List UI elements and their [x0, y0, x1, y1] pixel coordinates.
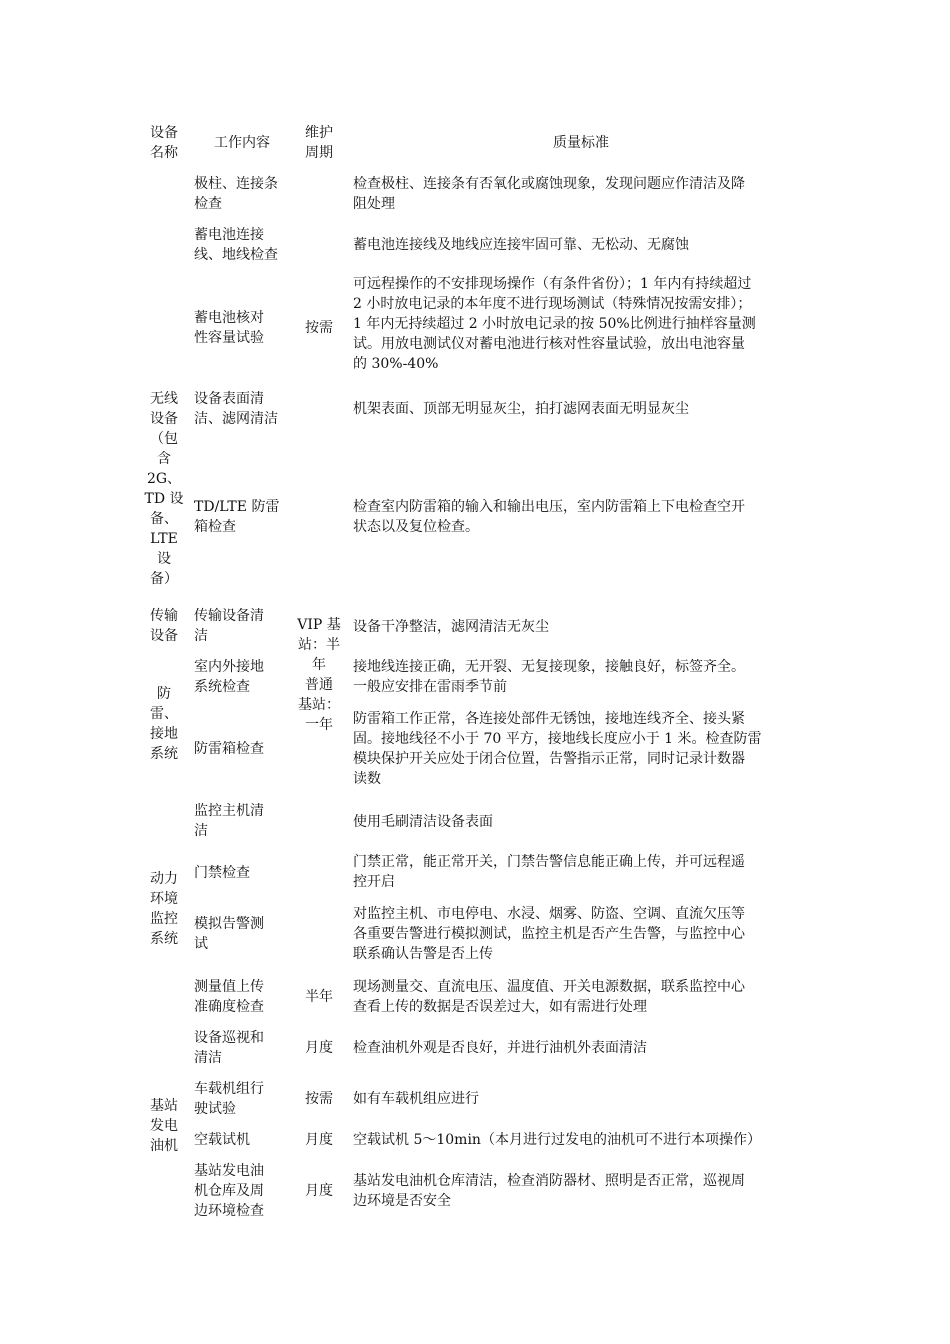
standard-line: 模块保护开关应处于闭合位置，告警指示正常，同时记录计数器: [353, 751, 745, 767]
standard-text: [353, 399, 809, 419]
work-item: [194, 657, 290, 697]
header-device: [142, 123, 186, 163]
device-line: 动力: [150, 871, 178, 887]
cycle-half-year: 半年: [305, 989, 333, 1005]
work-line: 设备巡视和: [194, 1030, 264, 1046]
standard-line: 的 30%-40%: [353, 356, 439, 372]
device-line: 2G、: [146, 471, 182, 487]
work-line: 测量值上传: [194, 979, 264, 995]
work-item: [194, 225, 290, 265]
standard-line: 固。接地线径不小于 70 平方，接地线长度应小于 1 米。检查防雷: [353, 731, 762, 747]
standard-line: 读数: [353, 771, 381, 787]
device-line: 设: [157, 551, 171, 567]
device-line: 接地: [150, 726, 178, 742]
work-line: 监控主机清: [194, 803, 264, 819]
work-line: 洁: [194, 628, 208, 644]
work-line: 室内外接地: [194, 659, 264, 675]
work-item: [194, 389, 290, 429]
device-line: 环境: [150, 891, 178, 907]
header-cycle: [294, 123, 344, 163]
work-line: 极柱、连接条: [194, 176, 278, 192]
standard-line: 联系确认告警是否上传: [353, 946, 493, 962]
cycle-line: 一年: [305, 717, 333, 733]
cycle-line: 年: [312, 657, 326, 673]
work-line: 门禁检查: [194, 865, 250, 881]
work-line: 洁、滤网清洁: [194, 411, 278, 427]
device-line: 监控: [150, 911, 178, 927]
work-line: 驶试验: [194, 1101, 236, 1117]
standard-line: 机架表面、顶部无明显灰尘，拍打滤网表面无明显灰尘: [353, 401, 689, 417]
work-line: 试: [194, 936, 208, 952]
cycle-monthly: 月度: [305, 1132, 333, 1148]
standard-line: 如有车载机组应进行: [353, 1091, 479, 1107]
header-standard: 质量标准: [553, 135, 609, 151]
standard-text: [353, 174, 809, 214]
standard-line: 设备干净整洁，滤网清洁无灰尘: [353, 619, 549, 635]
work-item: [194, 1161, 290, 1221]
work-line: 箱检查: [194, 519, 236, 535]
standard-line: 防雷箱工作正常，各连接处部件无锈蚀，接地连线齐全、接头紧: [353, 711, 745, 727]
standard-line: 边环境是否安全: [353, 1193, 451, 1209]
standard-line: 门禁正常，能正常开关，门禁告警信息能正确上传，并可远程遥: [353, 854, 745, 870]
work-line: 性容量试验: [194, 330, 264, 346]
standard-text: [353, 617, 809, 637]
work-line: 基站发电油: [194, 1163, 264, 1179]
standard-line: 阻处理: [353, 196, 395, 212]
cycle-vip: [294, 615, 344, 735]
standard-text: [353, 977, 809, 1017]
standard-line: 各重要告警进行模拟测试，监控主机是否产生告警，与监控中心: [353, 926, 745, 942]
standard-line: 控开启: [353, 874, 395, 890]
work-line: 车载机组行: [194, 1081, 264, 1097]
work-line: 线、地线检查: [194, 247, 278, 263]
standard-text: [353, 1038, 809, 1058]
work-line: 准确度检查: [194, 999, 264, 1015]
device-line: 含: [157, 451, 171, 467]
work-line: 模拟告警测: [194, 916, 264, 932]
cycle-monthly: 月度: [305, 1183, 333, 1199]
header-work: 工作内容: [214, 135, 270, 151]
standard-line: 状态以及复位检查。: [353, 519, 479, 535]
standard-line: 对监控主机、市电停电、水浸、烟雾、防盗、空调、直流欠压等: [353, 906, 745, 922]
header-cycle-line: 周期: [305, 145, 333, 161]
standard-text: [353, 812, 809, 832]
header-cycle-line: 维护: [305, 125, 333, 141]
standard-line: 检查室内防雷箱的输入和输出电压，室内防雷箱上下电检查空开: [353, 499, 745, 515]
work-line: 洁: [194, 823, 208, 839]
cycle-as-needed: 按需: [305, 320, 333, 336]
cycle-line: 普通: [305, 677, 333, 693]
standard-text: [353, 1089, 809, 1109]
device-line: TD 设: [144, 491, 184, 507]
device-line: 设备: [150, 411, 178, 427]
device-line: 设备: [150, 628, 178, 644]
cycle-line: 站：半: [298, 637, 340, 653]
work-item: [194, 801, 290, 841]
work-item: [194, 308, 290, 348]
device-wireless: [142, 389, 186, 589]
standard-line: 一般应安排在雷雨季节前: [353, 679, 507, 695]
device-line: 备、: [150, 511, 178, 527]
standard-text: [353, 852, 809, 892]
standard-line: 空载试机 5～10min（本月进行过发电的油机可不进行本项操作）: [353, 1132, 761, 1148]
cycle-as-needed: 按需: [305, 1091, 333, 1107]
standard-line: 可远程操作的不安排现场操作（有条件省份）；1 年内有持续超过: [353, 276, 752, 292]
standard-line: 试。用放电测试仪对蓄电池进行核对性容量试验，放出电池容量: [353, 336, 745, 352]
standard-line: 蓄电池连接线及地线应连接牢固可靠、无松动、无腐蚀: [353, 237, 689, 253]
standard-line: 检查油机外观是否良好，并进行油机外表面清洁: [353, 1040, 647, 1056]
standard-text: [353, 274, 809, 374]
device-line: LTE: [150, 531, 178, 547]
device-lightning: [142, 684, 186, 764]
standard-line: 现场测量交、直流电压、温度值、开关电源数据，联系监控中心: [353, 979, 745, 995]
work-item: [194, 497, 290, 537]
device-line: 系统: [150, 746, 178, 762]
standard-line: 1 年内无持续超过 2 小时放电记录的按 50%比例进行抽样容量测: [353, 316, 756, 332]
work-line: TD/LTE 防雷: [194, 499, 280, 515]
work-line: 机仓库及周: [194, 1183, 264, 1199]
device-generator: [142, 1096, 186, 1156]
standard-text: [353, 657, 809, 697]
cycle-line: 基站：: [298, 697, 340, 713]
work-item: [194, 606, 290, 646]
device-transport: [142, 606, 186, 646]
cycle-line: VIP 基: [297, 617, 341, 633]
standard-line: 查看上传的数据是否误差过大，如有需进行处理: [353, 999, 647, 1015]
work-item: [194, 739, 290, 759]
device-line: 备）: [150, 571, 178, 587]
standard-line: 检查极柱、连接条有否氧化或腐蚀现象，发现问题应作清洁及降: [353, 176, 745, 192]
work-line: 设备表面清: [194, 391, 264, 407]
standard-text: [353, 235, 809, 255]
device-line: 油机: [150, 1138, 178, 1154]
header-device-line: 设备: [150, 125, 178, 141]
device-line: 雷、: [150, 706, 178, 722]
work-item: [194, 1028, 290, 1068]
standard-text: [353, 709, 809, 789]
work-line: 蓄电池连接: [194, 227, 264, 243]
work-line: 空载试机: [194, 1132, 250, 1148]
device-line: （包: [150, 431, 178, 447]
header-device-line: 名称: [150, 145, 178, 161]
cycle-monthly: 月度: [305, 1040, 333, 1056]
device-line: 系统: [150, 931, 178, 947]
work-item: [194, 863, 290, 883]
work-item: [194, 977, 290, 1017]
work-line: 传输设备清: [194, 608, 264, 624]
work-item: [194, 1130, 290, 1150]
standard-text: [353, 497, 809, 537]
standard-line: 基站发电油机仓库清洁，检查消防器材、照明是否正常，巡视周: [353, 1173, 745, 1189]
standard-text: [353, 1171, 809, 1211]
work-item: [194, 914, 290, 954]
work-line: 清洁: [194, 1050, 222, 1066]
standard-line: 使用毛刷清洁设备表面: [353, 814, 493, 830]
device-line: 传输: [150, 608, 178, 624]
device-line: 防: [157, 686, 171, 702]
standard-line: 接地线连接正确，无开裂、无复接现象，接触良好，标签齐全。: [353, 659, 745, 675]
work-item: [194, 174, 290, 214]
standard-text: [353, 904, 809, 964]
standard-text: [353, 1130, 809, 1150]
work-line: 系统检查: [194, 679, 250, 695]
work-line: 蓄电池核对: [194, 310, 264, 326]
device-line: 无线: [150, 391, 178, 407]
device-line: 基站: [150, 1098, 178, 1114]
work-line: 检查: [194, 196, 222, 212]
standard-line: 2 小时放电记录的本年度不进行现场测试（特殊情况按需安排）；: [353, 296, 752, 312]
device-env-monitor: [142, 869, 186, 949]
work-item: [194, 1079, 290, 1119]
device-line: 发电: [150, 1118, 178, 1134]
work-line: 防雷箱检查: [194, 741, 264, 757]
work-line: 边环境检查: [194, 1203, 264, 1219]
